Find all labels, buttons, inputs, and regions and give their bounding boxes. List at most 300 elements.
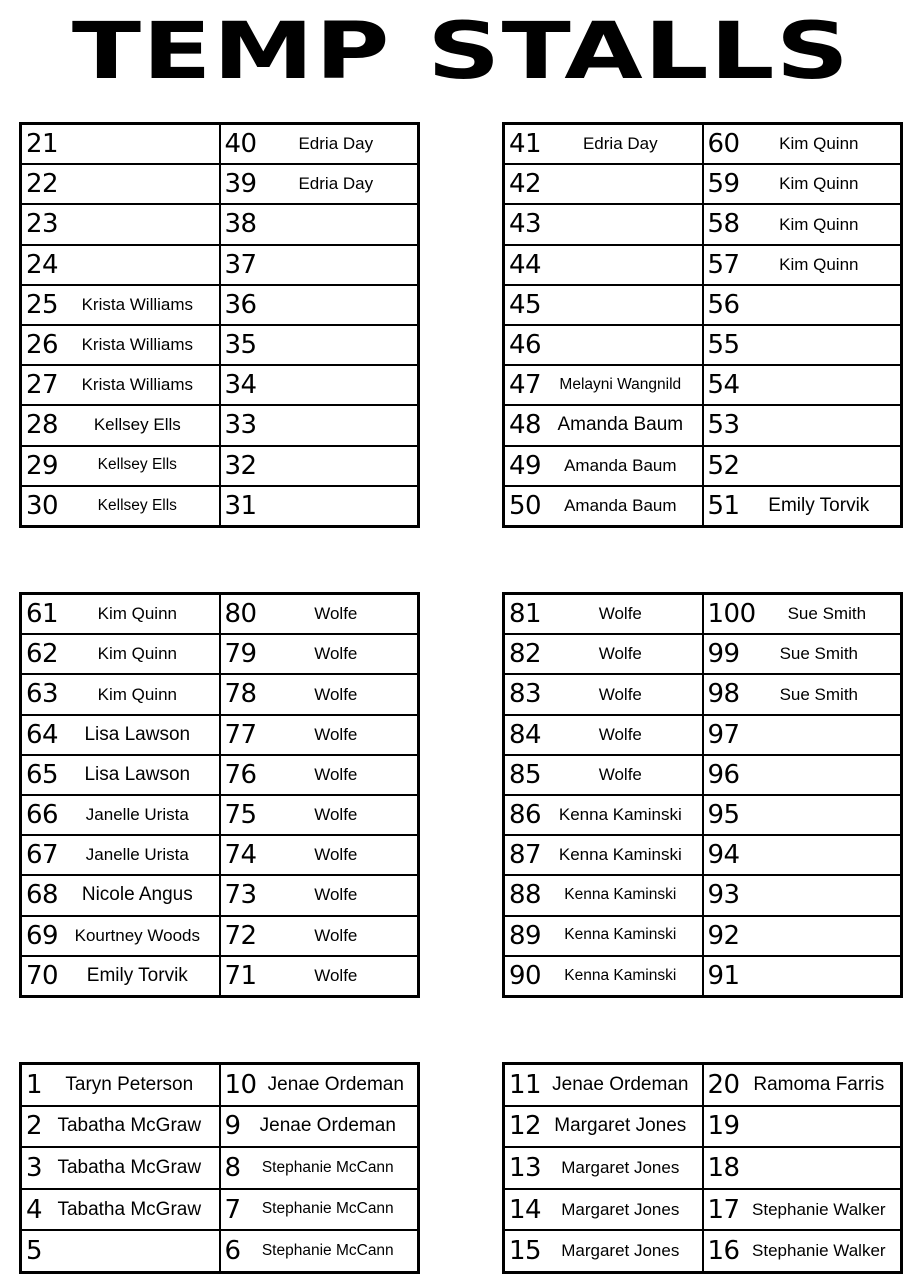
stall-cell-inner bbox=[221, 836, 418, 874]
stall-cell-63[interactable] bbox=[21, 674, 220, 714]
stall-occupant-name: Kim Quinn bbox=[779, 255, 859, 274]
stall-number: 25 bbox=[26, 289, 59, 320]
stall-cell-43[interactable] bbox=[504, 204, 703, 244]
stall-cell-69[interactable] bbox=[21, 916, 220, 956]
stall-cell-7[interactable] bbox=[220, 1189, 419, 1231]
stall-occupant-name: Sue Smith bbox=[779, 685, 859, 704]
stall-cell-89[interactable] bbox=[504, 916, 703, 956]
stall-cell-58[interactable] bbox=[703, 204, 902, 244]
stall-occupant-name: Stephanie Walker bbox=[752, 1200, 886, 1219]
stall-cell-inner bbox=[505, 246, 702, 284]
stall-number: 32 bbox=[224, 450, 257, 481]
stall-cell-77[interactable] bbox=[220, 715, 419, 755]
stall-cell-4[interactable] bbox=[21, 1189, 220, 1231]
stall-occupant-name: Stephanie Walker bbox=[752, 1242, 886, 1261]
stall-cell-inner bbox=[221, 1148, 418, 1188]
stall-cell-31[interactable] bbox=[220, 486, 419, 527]
stall-number: 60 bbox=[707, 129, 740, 160]
stall-cell-14[interactable] bbox=[504, 1189, 703, 1231]
stall-number: 33 bbox=[224, 410, 257, 441]
stall-cell-25[interactable] bbox=[21, 285, 220, 325]
stall-cell-inner bbox=[221, 487, 418, 525]
stall-number: 31 bbox=[224, 490, 257, 521]
stall-cell-1[interactable] bbox=[21, 1064, 220, 1106]
stall-number: 81 bbox=[509, 599, 542, 630]
stall-cell-76[interactable] bbox=[220, 755, 419, 795]
stall-cell-78[interactable] bbox=[220, 674, 419, 714]
stall-cell-62[interactable] bbox=[21, 634, 220, 674]
stall-number: 1 bbox=[26, 1069, 43, 1100]
stall-cell-26[interactable] bbox=[21, 325, 220, 365]
stall-cell-6[interactable] bbox=[220, 1230, 419, 1272]
table-row bbox=[21, 875, 419, 915]
stall-cell-16[interactable] bbox=[703, 1230, 902, 1272]
table-row bbox=[504, 486, 902, 527]
stall-number: 82 bbox=[509, 639, 542, 670]
table-row bbox=[21, 1189, 419, 1231]
stall-cell-inner bbox=[221, 675, 418, 713]
stall-occupant-name: Edria Day bbox=[582, 135, 658, 154]
table-row bbox=[21, 835, 419, 875]
stall-occupant-name: Sue Smith bbox=[779, 645, 859, 664]
stall-cell-inner bbox=[221, 205, 418, 243]
stall-cell-61[interactable] bbox=[21, 594, 220, 635]
stall-cell-inner bbox=[221, 716, 418, 754]
stall-cell-inner bbox=[704, 246, 901, 284]
stall-number: 39 bbox=[224, 169, 257, 200]
stall-cell-10[interactable] bbox=[220, 1064, 419, 1106]
stall-occupant-name: Margaret Jones bbox=[554, 1116, 687, 1137]
stall-cell-49[interactable] bbox=[504, 446, 703, 486]
stall-cell-71[interactable] bbox=[220, 956, 419, 997]
stall-cell-inner bbox=[704, 716, 901, 754]
stall-cell-inner bbox=[505, 125, 702, 163]
stall-occupant-name: Kenna Kaminski bbox=[558, 846, 682, 865]
stall-cell-45[interactable] bbox=[504, 285, 703, 325]
stall-cell-inner bbox=[22, 1190, 219, 1230]
stall-cell-60[interactable] bbox=[703, 124, 902, 165]
table-row bbox=[504, 325, 902, 365]
stall-occupant-name: Tabatha McGraw bbox=[57, 1116, 202, 1137]
stall-number: 85 bbox=[509, 759, 542, 790]
stall-number: 2 bbox=[26, 1111, 43, 1142]
stall-cell-inner bbox=[22, 957, 219, 995]
stall-cell-inner bbox=[22, 205, 219, 243]
stall-cell-inner bbox=[505, 165, 702, 203]
table-row bbox=[21, 594, 419, 635]
stall-number: 16 bbox=[707, 1236, 740, 1267]
stall-cell-85[interactable] bbox=[504, 755, 703, 795]
stall-occupant-name: Wolfe bbox=[314, 926, 358, 945]
stall-number: 76 bbox=[224, 759, 257, 790]
stall-cell-95[interactable] bbox=[703, 795, 902, 835]
stall-cell-22[interactable] bbox=[21, 164, 220, 204]
stall-cell-inner bbox=[704, 286, 901, 324]
stall-cell-inner bbox=[505, 917, 702, 955]
stall-cell-inner bbox=[505, 406, 702, 444]
stall-cell-99[interactable] bbox=[703, 634, 902, 674]
stall-number: 96 bbox=[707, 759, 740, 790]
stall-occupant-name: Amanda Baum bbox=[564, 496, 677, 515]
stall-table-11-20 bbox=[502, 1062, 903, 1274]
stall-cell-inner bbox=[22, 447, 219, 485]
stall-cell-11[interactable] bbox=[504, 1064, 703, 1106]
stall-cell-48[interactable] bbox=[504, 405, 703, 445]
stall-table-body bbox=[504, 124, 902, 527]
stall-occupant-name: Wolfe bbox=[598, 645, 642, 664]
stall-number: 72 bbox=[224, 920, 257, 951]
stall-number: 42 bbox=[509, 169, 542, 200]
stall-cell-inner bbox=[704, 957, 901, 995]
stall-occupant-name: Kellsey Ells bbox=[97, 497, 177, 514]
table-row bbox=[21, 1106, 419, 1148]
stall-cell-93[interactable] bbox=[703, 875, 902, 915]
stall-number: 40 bbox=[224, 129, 257, 160]
stall-cell-inner bbox=[22, 286, 219, 324]
stall-cell-100[interactable] bbox=[703, 594, 902, 635]
stall-number: 55 bbox=[707, 330, 740, 361]
stall-number: 3 bbox=[26, 1152, 43, 1183]
table-row bbox=[504, 795, 902, 835]
table-row bbox=[21, 405, 419, 445]
stall-cell-inner bbox=[22, 675, 219, 713]
stall-cell-52[interactable] bbox=[703, 446, 902, 486]
stall-occupant-name: Wolfe bbox=[314, 886, 358, 905]
stall-cell-65[interactable] bbox=[21, 755, 220, 795]
stall-cell-29[interactable] bbox=[21, 446, 220, 486]
table-row bbox=[504, 285, 902, 325]
stall-cell-inner bbox=[704, 1148, 901, 1188]
stall-number: 11 bbox=[509, 1069, 542, 1100]
stall-cell-81[interactable] bbox=[504, 594, 703, 635]
stall-cell-inner bbox=[221, 957, 418, 995]
stall-number: 92 bbox=[707, 920, 740, 951]
stall-occupant-name: Nicole Angus bbox=[81, 885, 193, 906]
table-row bbox=[21, 1147, 419, 1189]
table-row bbox=[504, 164, 902, 204]
stall-cell-56[interactable] bbox=[703, 285, 902, 325]
stall-number: 86 bbox=[509, 800, 542, 831]
stall-cell-inner bbox=[704, 125, 901, 163]
stall-number: 8 bbox=[224, 1152, 241, 1183]
stall-number: 24 bbox=[26, 249, 59, 280]
stall-number: 52 bbox=[707, 450, 740, 481]
stall-occupant-name: Wolfe bbox=[598, 685, 642, 704]
stall-cell-27[interactable] bbox=[21, 365, 220, 405]
stall-number: 68 bbox=[26, 880, 59, 911]
stall-number: 44 bbox=[509, 249, 542, 280]
stall-number: 80 bbox=[224, 599, 257, 630]
stall-cell-24[interactable] bbox=[21, 245, 220, 285]
stall-cell-inner bbox=[505, 836, 702, 874]
stall-cell-inner bbox=[505, 876, 702, 914]
table-row bbox=[21, 916, 419, 956]
stall-cell-36[interactable] bbox=[220, 285, 419, 325]
stall-number: 57 bbox=[707, 249, 740, 280]
stall-cell-51[interactable] bbox=[703, 486, 902, 527]
stall-cell-87[interactable] bbox=[504, 835, 703, 875]
stall-cell-47[interactable] bbox=[504, 365, 703, 405]
stall-cell-91[interactable] bbox=[703, 956, 902, 997]
stall-cell-82[interactable] bbox=[504, 634, 703, 674]
stall-number: 58 bbox=[707, 209, 740, 240]
stall-cell-67[interactable] bbox=[21, 835, 220, 875]
table-row bbox=[504, 1106, 902, 1148]
stall-cell-68[interactable] bbox=[21, 875, 220, 915]
stall-cell-40[interactable] bbox=[220, 124, 419, 165]
stall-cell-inner bbox=[505, 1107, 702, 1147]
stall-number: 17 bbox=[707, 1194, 740, 1225]
stall-occupant-name: Wolfe bbox=[314, 806, 358, 824]
stall-cell-90[interactable] bbox=[504, 956, 703, 997]
stall-number: 78 bbox=[224, 679, 257, 710]
stall-cell-98[interactable] bbox=[703, 674, 902, 714]
stall-occupant-name: Tabatha McGraw bbox=[57, 1158, 202, 1178]
table-row bbox=[21, 365, 419, 405]
stall-occupant-name: Tabatha McGraw bbox=[57, 1199, 202, 1220]
stall-cell-79[interactable] bbox=[220, 634, 419, 674]
stall-cell-66[interactable] bbox=[21, 795, 220, 835]
stall-number: 79 bbox=[224, 639, 257, 670]
stall-occupant-name: Amanda Baum bbox=[557, 415, 684, 436]
stall-number: 90 bbox=[509, 960, 542, 991]
stall-number: 27 bbox=[26, 370, 59, 401]
stall-cell-21[interactable] bbox=[21, 124, 220, 165]
stall-cell-inner bbox=[221, 917, 418, 955]
stall-occupant-name: Kim Quinn bbox=[97, 605, 177, 624]
stall-cell-92[interactable] bbox=[703, 916, 902, 956]
table-row bbox=[504, 1230, 902, 1272]
stall-cell-9[interactable] bbox=[220, 1106, 419, 1148]
stall-number: 63 bbox=[26, 679, 59, 710]
stall-cell-inner bbox=[704, 487, 901, 525]
stall-occupant-name: Edria Day bbox=[298, 175, 374, 194]
stall-table-41-60 bbox=[502, 122, 903, 528]
stall-cell-2[interactable] bbox=[21, 1106, 220, 1148]
stall-cell-inner bbox=[221, 1231, 418, 1271]
stall-cell-12[interactable] bbox=[504, 1106, 703, 1148]
stall-cell-inner bbox=[221, 125, 418, 163]
stall-cell-inner bbox=[704, 326, 901, 364]
stall-cell-3[interactable] bbox=[21, 1147, 220, 1189]
stall-cell-inner bbox=[221, 326, 418, 364]
stall-cell-38[interactable] bbox=[220, 204, 419, 244]
stall-cell-8[interactable] bbox=[220, 1147, 419, 1189]
stall-cell-42[interactable] bbox=[504, 164, 703, 204]
stall-cell-inner bbox=[22, 635, 219, 673]
stall-table-body bbox=[504, 1064, 902, 1273]
stall-cell-97[interactable] bbox=[703, 715, 902, 755]
stall-table-body bbox=[504, 594, 902, 997]
stall-cell-inner bbox=[505, 286, 702, 324]
stall-cell-inner bbox=[505, 1231, 702, 1271]
stall-cell-inner bbox=[505, 487, 702, 525]
stall-number: 99 bbox=[707, 639, 740, 670]
stall-cell-75[interactable] bbox=[220, 795, 419, 835]
stall-cell-inner bbox=[704, 447, 901, 485]
stall-cell-inner bbox=[22, 836, 219, 874]
block-row-bottom bbox=[19, 1062, 903, 1274]
stall-number: 30 bbox=[26, 490, 59, 521]
stall-number: 95 bbox=[707, 800, 740, 831]
stall-number: 73 bbox=[224, 880, 257, 911]
stall-cell-34[interactable] bbox=[220, 365, 419, 405]
stall-number: 71 bbox=[224, 960, 257, 991]
table-row bbox=[504, 835, 902, 875]
stall-cell-32[interactable] bbox=[220, 446, 419, 486]
stall-cell-41[interactable] bbox=[504, 124, 703, 165]
stall-cell-84[interactable] bbox=[504, 715, 703, 755]
stall-cell-inner bbox=[22, 1231, 219, 1271]
stall-cell-57[interactable] bbox=[703, 245, 902, 285]
stall-cell-55[interactable] bbox=[703, 325, 902, 365]
stall-occupant-name: Kim Quinn bbox=[779, 215, 859, 234]
stall-cell-59[interactable] bbox=[703, 164, 902, 204]
stall-cell-inner bbox=[22, 125, 219, 163]
stall-occupant-name: Stephanie McCann bbox=[261, 1243, 394, 1260]
stall-number: 74 bbox=[224, 840, 257, 871]
stall-number: 47 bbox=[509, 370, 542, 401]
stall-cell-inner bbox=[704, 836, 901, 874]
stall-cell-inner bbox=[505, 675, 702, 713]
stall-table-1-10 bbox=[19, 1062, 420, 1274]
stall-cell-inner bbox=[505, 595, 702, 633]
stall-number: 87 bbox=[509, 840, 542, 871]
stall-cell-inner bbox=[505, 716, 702, 754]
stall-cell-inner bbox=[704, 917, 901, 955]
stall-cell-15[interactable] bbox=[504, 1230, 703, 1272]
stall-occupant-name: Wolfe bbox=[314, 846, 358, 865]
stall-cell-inner bbox=[505, 447, 702, 485]
stall-cell-inner bbox=[221, 406, 418, 444]
stall-cell-80[interactable] bbox=[220, 594, 419, 635]
stall-cell-inner bbox=[704, 165, 901, 203]
stall-table-81-100 bbox=[502, 592, 903, 998]
stall-cell-70[interactable] bbox=[21, 956, 220, 997]
stall-cell-inner bbox=[22, 1107, 219, 1147]
stall-cell-inner bbox=[221, 447, 418, 485]
table-row bbox=[504, 594, 902, 635]
stall-cell-86[interactable] bbox=[504, 795, 703, 835]
stall-cell-19[interactable] bbox=[703, 1106, 902, 1148]
stall-cell-50[interactable] bbox=[504, 486, 703, 527]
stall-occupant-name: Margaret Jones bbox=[561, 1242, 680, 1261]
table-row bbox=[21, 755, 419, 795]
stall-cell-73[interactable] bbox=[220, 875, 419, 915]
stall-occupant-name: Kim Quinn bbox=[779, 175, 859, 194]
stall-number: 59 bbox=[707, 169, 740, 200]
stall-cell-inner bbox=[22, 1065, 219, 1105]
stall-number: 43 bbox=[509, 209, 542, 240]
stall-cell-74[interactable] bbox=[220, 835, 419, 875]
stall-cell-inner bbox=[704, 1231, 901, 1271]
stall-cell-inner bbox=[704, 1065, 901, 1105]
stall-number: 22 bbox=[26, 169, 59, 200]
table-row bbox=[21, 715, 419, 755]
stall-number: 91 bbox=[707, 960, 740, 991]
stall-occupant-name: Kim Quinn bbox=[97, 645, 177, 664]
stall-number: 93 bbox=[707, 880, 740, 911]
stall-number: 50 bbox=[509, 490, 542, 521]
table-row bbox=[21, 634, 419, 674]
stall-cell-53[interactable] bbox=[703, 405, 902, 445]
stall-cell-30[interactable] bbox=[21, 486, 220, 527]
table-row bbox=[21, 285, 419, 325]
stall-number: 34 bbox=[224, 370, 257, 401]
stall-number: 9 bbox=[224, 1111, 241, 1142]
stall-cell-46[interactable] bbox=[504, 325, 703, 365]
stall-number: 13 bbox=[509, 1152, 542, 1183]
stall-occupant-name: Kim Quinn bbox=[97, 685, 177, 704]
stall-cell-inner bbox=[22, 756, 219, 794]
stall-cell-23[interactable] bbox=[21, 204, 220, 244]
stall-occupant-name: Wolfe bbox=[598, 605, 642, 624]
stall-number: 100 bbox=[707, 599, 756, 630]
block-row-middle bbox=[19, 592, 903, 998]
stall-occupant-name: Melayni Wangnild bbox=[559, 377, 682, 394]
stall-cell-88[interactable] bbox=[504, 875, 703, 915]
table-row bbox=[504, 245, 902, 285]
stall-number: 70 bbox=[26, 960, 59, 991]
table-row bbox=[21, 956, 419, 997]
stall-number: 69 bbox=[26, 920, 59, 951]
stall-cell-13[interactable] bbox=[504, 1147, 703, 1189]
table-row bbox=[504, 446, 902, 486]
stall-cell-inner bbox=[505, 1190, 702, 1230]
stall-occupant-name: Lisa Lawson bbox=[84, 764, 191, 785]
stall-cell-28[interactable] bbox=[21, 405, 220, 445]
block-row-top bbox=[19, 122, 903, 528]
stall-cell-64[interactable] bbox=[21, 715, 220, 755]
stall-occupant-name: Wolfe bbox=[598, 765, 642, 784]
stall-number: 14 bbox=[509, 1194, 542, 1225]
stall-cell-5[interactable] bbox=[21, 1230, 220, 1272]
stall-cell-inner bbox=[22, 796, 219, 834]
stall-cell-72[interactable] bbox=[220, 916, 419, 956]
stall-number: 84 bbox=[509, 719, 542, 750]
stall-occupant-name: Wolfe bbox=[314, 765, 358, 784]
stall-cell-inner bbox=[505, 957, 702, 995]
stall-cell-39[interactable] bbox=[220, 164, 419, 204]
stall-occupant-name: Lisa Lawson bbox=[84, 724, 191, 745]
stall-cell-96[interactable] bbox=[703, 755, 902, 795]
table-row bbox=[504, 916, 902, 956]
stall-occupant-name: Amanda Baum bbox=[564, 456, 677, 475]
stall-cell-18[interactable] bbox=[703, 1147, 902, 1189]
stall-cell-20[interactable] bbox=[703, 1064, 902, 1106]
stall-cell-33[interactable] bbox=[220, 405, 419, 445]
stall-number: 21 bbox=[26, 129, 59, 160]
table-row bbox=[21, 245, 419, 285]
stall-number: 36 bbox=[224, 289, 257, 320]
stall-cell-35[interactable] bbox=[220, 325, 419, 365]
stall-occupant-name: Wolfe bbox=[314, 725, 358, 744]
stall-cell-17[interactable] bbox=[703, 1189, 902, 1231]
stall-cell-94[interactable] bbox=[703, 835, 902, 875]
stall-occupant-name: Kenna Kaminski bbox=[564, 967, 677, 984]
stall-occupant-name: Stephanie McCann bbox=[261, 1159, 394, 1176]
table-row bbox=[21, 325, 419, 365]
stall-cell-inner bbox=[22, 326, 219, 364]
stall-number: 29 bbox=[26, 450, 59, 481]
stall-number: 83 bbox=[509, 679, 542, 710]
stall-cell-83[interactable] bbox=[504, 674, 703, 714]
stall-occupant-name: Kourtney Woods bbox=[74, 926, 200, 945]
stall-cell-inner bbox=[221, 366, 418, 404]
stall-cell-44[interactable] bbox=[504, 245, 703, 285]
stall-cell-37[interactable] bbox=[220, 245, 419, 285]
stall-cell-54[interactable] bbox=[703, 365, 902, 405]
